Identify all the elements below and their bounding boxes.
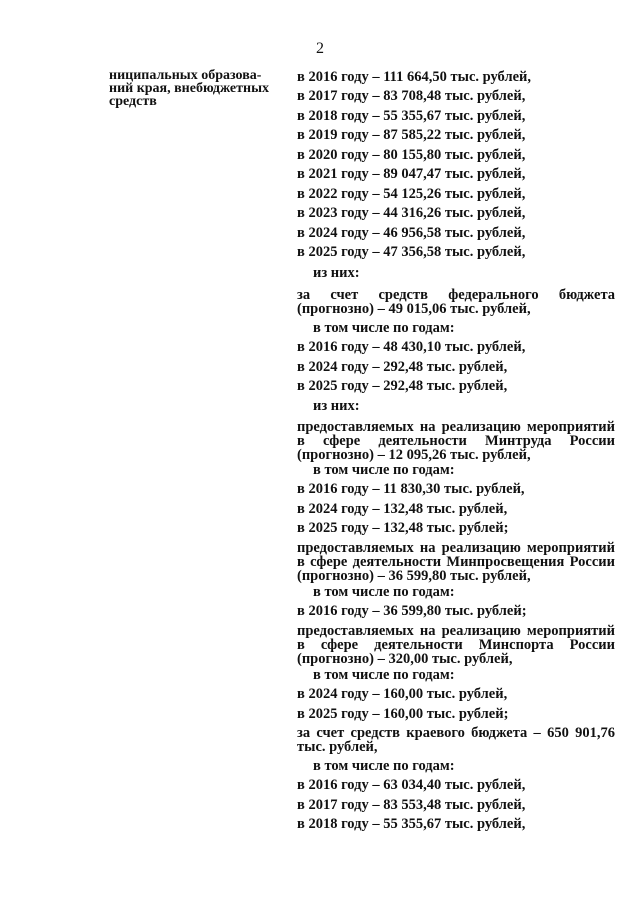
text-line: в том числе по годам: bbox=[313, 667, 455, 683]
left-column-line: средств bbox=[109, 94, 157, 109]
text-line: в 2022 году – 54 125,26 тыс. рублей, bbox=[297, 186, 526, 202]
text-line: в том числе по годам: bbox=[313, 462, 455, 478]
text-line: в 2018 году – 55 355,67 тыс. рублей, bbox=[297, 816, 526, 832]
text-line: в 2016 году – 48 430,10 тыс. рублей, bbox=[297, 339, 526, 355]
text-paragraph: предоставляемых на реализацию мероприятий в сфере деятельности Минтруда России (прогнозно) – 12 095,26 тыс. рублей, bbox=[297, 419, 615, 463]
text-line: в 2023 году – 44 316,26 тыс. рублей, bbox=[297, 205, 526, 221]
text-line: в том числе по годам: bbox=[313, 320, 455, 336]
text-paragraph: предоставляемых на реализацию мероприятий в сфере деятельности Минпросвещения России (прогнозно) – 36 599,80 тыс. рублей, bbox=[297, 540, 615, 584]
text-line: в 2016 году – 63 034,40 тыс. рублей, bbox=[297, 777, 526, 793]
text-line: в 2025 году – 132,48 тыс. рублей; bbox=[297, 520, 509, 536]
text-line: в 2024 году – 160,00 тыс. рублей, bbox=[297, 686, 508, 702]
left-column-line: ниципальных образова- bbox=[109, 68, 262, 83]
text-line: в 2018 году – 55 355,67 тыс. рублей, bbox=[297, 108, 526, 124]
text-line: в 2021 году – 89 047,47 тыс. рублей, bbox=[297, 166, 526, 182]
text-paragraph: за счет средств федерального бюджета (прогнозно) – 49 015,06 тыс. рублей, bbox=[297, 287, 615, 317]
text-line: в 2017 году – 83 708,48 тыс. рублей, bbox=[297, 88, 526, 104]
text-line: в 2025 году – 47 356,58 тыс. рублей, bbox=[297, 244, 526, 260]
text-line: в 2016 году – 11 830,30 тыс. рублей, bbox=[297, 481, 525, 497]
text-paragraph: за счет средств краевого бюджета – 650 901,76 тыс. рублей, bbox=[297, 725, 615, 755]
text-line: в 2016 году – 36 599,80 тыс. рублей; bbox=[297, 603, 527, 619]
text-line: в 2025 году – 160,00 тыс. рублей; bbox=[297, 706, 509, 722]
text-line: в 2020 году – 80 155,80 тыс. рублей, bbox=[297, 147, 526, 163]
text-line: в том числе по годам: bbox=[313, 758, 455, 774]
text-line: в 2024 году – 46 956,58 тыс. рублей, bbox=[297, 225, 526, 241]
text-line: в 2017 году – 83 553,48 тыс. рублей, bbox=[297, 797, 526, 813]
text-line: в 2024 году – 292,48 тыс. рублей, bbox=[297, 359, 508, 375]
text-line: из них: bbox=[313, 398, 360, 414]
text-line: из них: bbox=[313, 265, 360, 281]
left-column-label bbox=[109, 69, 279, 108]
page-number: 2 bbox=[316, 40, 324, 57]
text-line: в 2025 году – 292,48 тыс. рублей, bbox=[297, 378, 508, 394]
text-line: в том числе по годам: bbox=[313, 584, 455, 600]
left-column-line: ний края, внебюджетных bbox=[109, 81, 270, 96]
text-paragraph: предоставляемых на реализацию мероприятий в сфере деятельности Минспорта России (прогнозно) – 320,00 тыс. рублей, bbox=[297, 623, 615, 667]
text-line: в 2019 году – 87 585,22 тыс. рублей, bbox=[297, 127, 526, 143]
text-line: в 2016 году – 111 664,50 тыс. рублей, bbox=[297, 69, 531, 85]
text-line: в 2024 году – 132,48 тыс. рублей, bbox=[297, 501, 508, 517]
